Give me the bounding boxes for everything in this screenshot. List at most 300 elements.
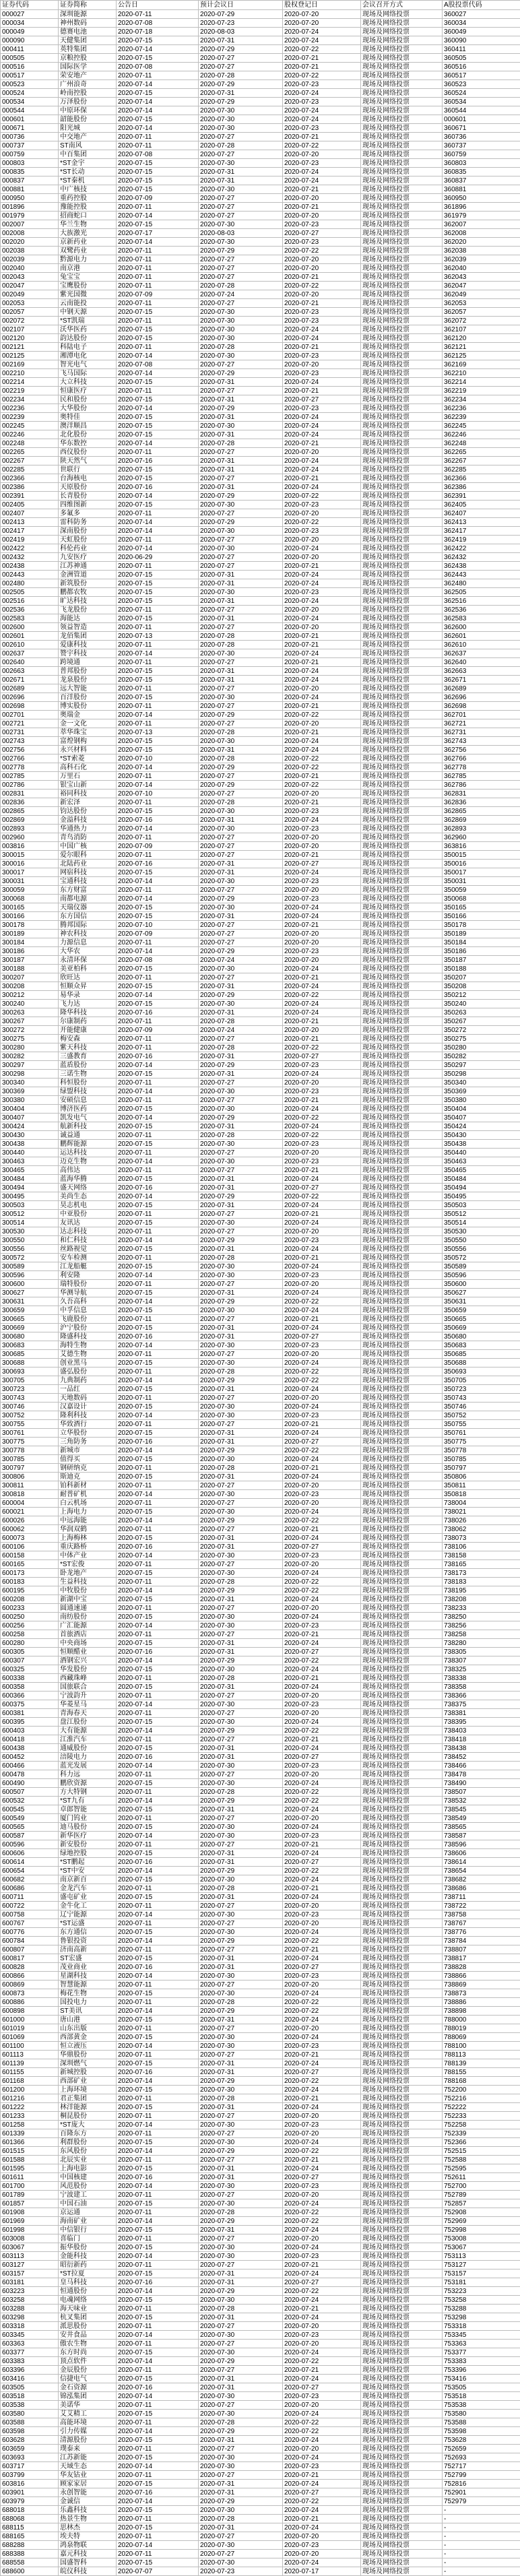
cell-expected-meeting-date: 2020-07-31 — [199, 1175, 283, 1184]
cell-meeting-method: 现场及网络投票 — [361, 1394, 443, 1403]
table-row — [1, 2567, 520, 2576]
cell-expected-meeting-date: 2020-07-27 — [199, 2322, 283, 2331]
cell-a-share-vote-code: 360534 — [443, 98, 520, 106]
cell-expected-meeting-date: 2020-07-28 — [199, 1017, 283, 1026]
table-row — [1, 544, 520, 553]
cell-security-name: 蓝盾股份 — [59, 1061, 117, 1070]
cell-record-date: 2020-07-20 — [283, 1481, 361, 1490]
cell-security-name: 中钢天源 — [59, 308, 117, 317]
table-row — [1, 1586, 520, 1595]
cell-meeting-method: 现场及网络投票 — [361, 2366, 443, 2375]
cell-security-name: 北辰实业 — [59, 2156, 117, 2164]
cell-announcement-date: 2020-07-11 — [117, 1560, 199, 1569]
cell-meeting-method: 现场及网络投票 — [361, 1727, 443, 1735]
cell-security-code: 601113 — [1, 2051, 59, 2059]
cell-security-code: 300669 — [1, 1324, 59, 1332]
cell-a-share-vote-code: 753598 — [443, 2427, 520, 2436]
cell-security-name: 九典制药 — [59, 1376, 117, 1385]
cell-security-name: 热景生物 — [59, 2515, 117, 2523]
cell-announcement-date: 2020-07-08 — [117, 63, 199, 71]
cell-expected-meeting-date: 2020-07-30 — [199, 334, 283, 343]
cell-security-code: 002053 — [1, 299, 59, 308]
cell-record-date: 2020-07-21 — [283, 658, 361, 667]
cell-a-share-vote-code: 350589 — [443, 1262, 520, 1271]
cell-a-share-vote-code: 350688 — [443, 1359, 520, 1367]
table-row — [1, 1937, 520, 1945]
cell-announcement-date: 2020-07-11 — [117, 1481, 199, 1490]
cell-security-code: 688558 — [1, 2558, 59, 2567]
cell-expected-meeting-date: 2020-07-29 — [199, 1446, 283, 1455]
cell-a-share-vote-code: 361979 — [443, 212, 520, 220]
cell-security-code: 300743 — [1, 1394, 59, 1403]
cell-security-code: 002214 — [1, 378, 59, 387]
cell-security-code: 603396 — [1, 2366, 59, 2375]
cell-meeting-method: 现场及网络投票 — [361, 2077, 443, 2086]
cell-announcement-date: 2020-07-15 — [117, 1324, 199, 1332]
cell-announcement-date: 2020-07-11 — [117, 1902, 199, 1910]
table-row — [1, 1008, 520, 1017]
table-row — [1, 588, 520, 597]
cell-a-share-vote-code: 000601 — [443, 115, 520, 124]
cell-meeting-method: 现场及网络投票 — [361, 2243, 443, 2252]
cell-meeting-method: 现场及网络投票 — [361, 1744, 443, 1753]
table-row — [1, 492, 520, 501]
cell-security-code: 603416 — [1, 2375, 59, 2383]
cell-meeting-method: 现场及网络投票 — [361, 360, 443, 369]
cell-announcement-date: 2020-07-15 — [117, 1779, 199, 1788]
cell-expected-meeting-date: 2020-07-27 — [199, 2550, 283, 2558]
cell-announcement-date: 2020-07-11 — [117, 658, 199, 667]
cell-security-code: 300755 — [1, 1420, 59, 1429]
cell-meeting-method: 现场及网络投票 — [361, 1648, 443, 1656]
cell-record-date: 2020-07-20 — [283, 1149, 361, 1157]
cell-security-code: 002516 — [1, 597, 59, 606]
cell-meeting-method: 现场及网络投票 — [361, 1998, 443, 2007]
cell-announcement-date: 2020-07-14 — [117, 711, 199, 719]
cell-security-code: 002480 — [1, 579, 59, 588]
cell-security-name: 江淮汽车 — [59, 1735, 117, 1744]
cell-security-name: 立华股份 — [59, 1429, 117, 1438]
cell-a-share-vote-code: 350438 — [443, 1140, 520, 1149]
cell-announcement-date: 2020-07-11 — [117, 1096, 199, 1105]
cell-security-code: 600565 — [1, 1823, 59, 1832]
cell-a-share-vote-code: 362610 — [443, 641, 520, 649]
cell-announcement-date: 2020-07-14 — [117, 1621, 199, 1630]
cell-security-code: 300407 — [1, 1114, 59, 1122]
cell-announcement-date: 2020-07-14 — [117, 1236, 199, 1245]
cell-a-share-vote-code: 360759 — [443, 150, 520, 159]
table-row — [1, 115, 520, 124]
cell-meeting-method: 现场及网络投票 — [361, 2488, 443, 2497]
cell-a-share-vote-code: 362407 — [443, 509, 520, 518]
cell-expected-meeting-date: 2020-07-27 — [199, 1902, 283, 1910]
cell-record-date: 2020-07-20 — [283, 2550, 361, 2558]
cell-a-share-vote-code: 738807 — [443, 1945, 520, 1954]
cell-security-code: 002865 — [1, 807, 59, 816]
cell-announcement-date: 2020-07-11 — [117, 1770, 199, 1779]
cell-security-name: 科陆电子 — [59, 343, 117, 352]
cell-meeting-method: 现场及网络投票 — [361, 842, 443, 851]
cell-security-name: 华兰生物 — [59, 220, 117, 229]
cell-record-date: 2020-07-23 — [283, 98, 361, 106]
table-row — [1, 2392, 520, 2401]
cell-expected-meeting-date: 2020-07-29 — [199, 80, 283, 89]
cell-announcement-date: 2020-07-15 — [117, 334, 199, 343]
cell-meeting-method: 现场及网络投票 — [361, 1000, 443, 1008]
cell-meeting-method: 现场及网络投票 — [361, 2515, 443, 2523]
cell-security-code: 002366 — [1, 474, 59, 483]
cell-meeting-method: 现场及网络投票 — [361, 1166, 443, 1175]
cell-a-share-vote-code: 350297 — [443, 1061, 520, 1070]
cell-a-share-vote-code: 753258 — [443, 2296, 520, 2305]
cell-security-code: 600325 — [1, 1665, 59, 1674]
cell-record-date: 2020-07-22 — [283, 1376, 361, 1385]
cell-security-code: 002285 — [1, 465, 59, 474]
cell-announcement-date: 2020-07-14 — [117, 1297, 199, 1306]
cell-security-name: 中百集团 — [59, 150, 117, 159]
table-row — [1, 2366, 520, 2375]
cell-a-share-vote-code: 350404 — [443, 1105, 520, 1114]
cell-expected-meeting-date: 2020-07-31 — [199, 176, 283, 185]
cell-announcement-date: 2020-07-14 — [117, 1192, 199, 1201]
table-row — [1, 10, 520, 19]
cell-meeting-method: 现场及网络投票 — [361, 597, 443, 606]
cell-a-share-vote-code: 753067 — [443, 2243, 520, 2252]
cell-security-code: 603901 — [1, 2488, 59, 2497]
cell-expected-meeting-date: 2020-07-31 — [199, 1184, 283, 1192]
cell-expected-meeting-date: 2020-07-31 — [199, 2059, 283, 2068]
cell-announcement-date: 2020-07-11 — [117, 772, 199, 781]
cell-security-code: 300693 — [1, 1367, 59, 1376]
table-row — [1, 1140, 520, 1149]
cell-record-date: 2020-07-21 — [283, 2366, 361, 2375]
cell-a-share-vote-code: 753345 — [443, 2331, 520, 2340]
cell-expected-meeting-date: 2020-07-30 — [199, 588, 283, 597]
cell-security-name: 东方国信 — [59, 912, 117, 921]
cell-expected-meeting-date: 2020-07-30 — [199, 159, 283, 168]
cell-expected-meeting-date: 2020-07-29 — [199, 1061, 283, 1070]
table-row — [1, 1473, 520, 1481]
cell-a-share-vote-code: 362785 — [443, 772, 520, 781]
table-row — [1, 1849, 520, 1858]
cell-announcement-date: 2020-06-29 — [117, 553, 199, 562]
cell-expected-meeting-date: 2020-07-31 — [199, 465, 283, 474]
table-row — [1, 1446, 520, 1455]
cell-record-date: 2020-07-20 — [283, 1902, 361, 1910]
table-row — [1, 1595, 520, 1604]
cell-announcement-date: 2020-07-15 — [117, 2348, 199, 2357]
cell-security-code: 603345 — [1, 2331, 59, 2340]
cell-security-name: 唐山港 — [59, 2016, 117, 2024]
cell-security-name: 天域生态 — [59, 2462, 117, 2471]
cell-meeting-method: 现场及网络投票 — [361, 982, 443, 991]
cell-security-code: 002869 — [1, 816, 59, 825]
cell-record-date: 2020-07-21 — [283, 798, 361, 807]
cell-meeting-method: 现场及网络投票 — [361, 1910, 443, 1919]
cell-record-date: 2020-07-24 — [283, 1639, 361, 1648]
cell-security-code: 300785 — [1, 1455, 59, 1464]
header-meeting-method: 会议召开方式 — [361, 1, 443, 10]
cell-security-code: 600711 — [1, 1893, 59, 1902]
cell-record-date: 2020-07-24 — [283, 1875, 361, 1884]
table-row — [1, 2199, 520, 2208]
cell-a-share-vote-code: 362766 — [443, 754, 520, 763]
cell-announcement-date: 2020-07-11 — [117, 1604, 199, 1613]
table-row — [1, 2103, 520, 2112]
cell-a-share-vote-code: 362246 — [443, 430, 520, 439]
cell-security-name: 富煌钢构 — [59, 737, 117, 746]
cell-expected-meeting-date: 2020-07-31 — [199, 1753, 283, 1762]
cell-security-code: 300484 — [1, 1175, 59, 1184]
cell-record-date: 2020-07-22 — [283, 754, 361, 763]
cell-record-date: 2020-07-20 — [283, 290, 361, 299]
cell-security-name: 诚益通 — [59, 1131, 117, 1140]
cell-record-date: 2020-07-20 — [283, 842, 361, 851]
cell-security-code: 603223 — [1, 2287, 59, 2296]
cell-a-share-vote-code: 362663 — [443, 667, 520, 676]
cell-security-name: ST宏盛 — [59, 1954, 117, 1963]
cell-announcement-date: 2020-07-11 — [117, 536, 199, 544]
cell-record-date: 2020-07-21 — [283, 728, 361, 737]
cell-announcement-date: 2020-07-15 — [117, 54, 199, 63]
cell-a-share-vote-code: 362432 — [443, 553, 520, 562]
cell-security-name: 新湖中宝 — [59, 1595, 117, 1604]
table-row — [1, 641, 520, 649]
cell-meeting-method: 现场及网络投票 — [361, 1788, 443, 1797]
cell-announcement-date: 2020-07-14 — [117, 825, 199, 833]
cell-expected-meeting-date: 2020-07-27 — [199, 1096, 283, 1105]
table-row — [1, 1525, 520, 1534]
cell-announcement-date: 2020-07-11 — [117, 1367, 199, 1376]
cell-meeting-method: 现场及网络投票 — [361, 2129, 443, 2138]
cell-security-name: 新华医疗 — [59, 1832, 117, 1840]
table-row — [1, 2217, 520, 2226]
cell-security-name: 深南股份 — [59, 527, 117, 536]
cell-record-date: 2020-07-24 — [283, 1823, 361, 1832]
cell-security-code: 002049 — [1, 290, 59, 299]
table-row — [1, 2471, 520, 2480]
cell-expected-meeting-date: 2020-07-30 — [199, 2252, 283, 2261]
cell-record-date: 2020-07-20 — [283, 1227, 361, 1236]
cell-expected-meeting-date: 2020-07-23 — [199, 19, 283, 28]
cell-expected-meeting-date: 2020-07-27 — [199, 921, 283, 930]
cell-expected-meeting-date: 2020-07-30 — [199, 2296, 283, 2305]
cell-a-share-vote-code: 360803 — [443, 159, 520, 168]
cell-security-name: 济南高新 — [59, 1945, 117, 1954]
cell-a-share-vote-code: 360034 — [443, 19, 520, 28]
cell-security-code: 300778 — [1, 1446, 59, 1455]
table-row — [1, 702, 520, 711]
cell-a-share-vote-code: 350755 — [443, 1420, 520, 1429]
table-row — [1, 1998, 520, 2007]
cell-record-date: 2020-07-20 — [283, 1394, 361, 1403]
table-row — [1, 19, 520, 28]
cell-record-date: 2020-07-22 — [283, 45, 361, 54]
cell-security-name: 大华股份 — [59, 404, 117, 413]
cell-expected-meeting-date: 2020-07-31 — [199, 1954, 283, 1963]
cell-record-date: 2020-07-20 — [283, 2129, 361, 2138]
cell-meeting-method: 现场及网络投票 — [361, 474, 443, 483]
cell-expected-meeting-date: 2020-07-28 — [199, 1998, 283, 2007]
cell-a-share-vote-code: 788100 — [443, 2042, 520, 2051]
cell-security-code: 002610 — [1, 641, 59, 649]
cell-expected-meeting-date: 2020-07-31 — [199, 860, 283, 868]
cell-security-code: 002107 — [1, 325, 59, 334]
table-row — [1, 2129, 520, 2138]
cell-security-code: 600395 — [1, 1718, 59, 1727]
cell-meeting-method: 现场及网络投票 — [361, 2287, 443, 2296]
cell-announcement-date: 2020-07-14 — [117, 1972, 199, 1981]
cell-security-code: 601139 — [1, 2059, 59, 2068]
cell-expected-meeting-date: 2020-07-30 — [199, 1000, 283, 1008]
cell-security-code: 000835 — [1, 168, 59, 176]
table-row — [1, 1175, 520, 1184]
cell-announcement-date: 2020-07-11 — [117, 273, 199, 282]
cell-security-code: 603693 — [1, 2453, 59, 2462]
cell-a-share-vote-code: 738758 — [443, 1910, 520, 1919]
cell-meeting-method: 现场及网络投票 — [361, 2086, 443, 2094]
cell-record-date: 2020-07-21 — [283, 203, 361, 212]
table-row — [1, 684, 520, 693]
cell-security-code: 600686 — [1, 1884, 59, 1893]
cell-a-share-vote-code: 788113 — [443, 2051, 520, 2059]
cell-meeting-method: 现场及网络投票 — [361, 588, 443, 597]
cell-expected-meeting-date: 2020-07-31 — [199, 2436, 283, 2445]
cell-security-code: 603318 — [1, 2322, 59, 2331]
cell-record-date: 2020-07-23 — [283, 1490, 361, 1499]
header-record-date: 股权登记日 — [283, 1, 361, 10]
cell-announcement-date: 2020-07-08 — [117, 360, 199, 369]
cell-expected-meeting-date: 2020-07-29 — [199, 1937, 283, 1945]
table-row — [1, 133, 520, 141]
table-row — [1, 1604, 520, 1613]
table-row — [1, 1639, 520, 1648]
header-security-code: 证券代码 — [1, 1, 59, 10]
cell-security-code: 600165 — [1, 1560, 59, 1569]
cell-security-name: 思林杰 — [59, 2523, 117, 2532]
cell-a-share-vote-code: 738722 — [443, 1902, 520, 1910]
table-row — [1, 2042, 520, 2051]
cell-announcement-date: 2020-07-15 — [117, 746, 199, 754]
cell-a-share-vote-code: 350282 — [443, 1052, 520, 1061]
cell-security-code: 300550 — [1, 1236, 59, 1245]
cell-expected-meeting-date: 2020-07-27 — [199, 658, 283, 667]
cell-expected-meeting-date: 2020-07-30 — [199, 2453, 283, 2462]
cell-security-code: 002386 — [1, 483, 59, 492]
cell-expected-meeting-date: 2020-07-31 — [199, 1052, 283, 1061]
cell-announcement-date: 2020-07-15 — [117, 465, 199, 474]
cell-meeting-method: 现场及网络投票 — [361, 2147, 443, 2156]
cell-expected-meeting-date: 2020-07-30 — [199, 649, 283, 658]
cell-meeting-method: 现场及网络投票 — [361, 1718, 443, 1727]
cell-expected-meeting-date: 2020-07-29 — [199, 404, 283, 413]
cell-record-date: 2020-07-20 — [283, 19, 361, 28]
cell-meeting-method: 现场及网络投票 — [361, 194, 443, 203]
cell-security-code: 300514 — [1, 1219, 59, 1227]
cell-expected-meeting-date: 2020-08-03 — [199, 28, 283, 36]
cell-security-code: 600545 — [1, 1805, 59, 1814]
cell-meeting-method: 现场及网络投票 — [361, 518, 443, 527]
cell-expected-meeting-date: 2020-07-27 — [199, 1227, 283, 1236]
cell-record-date: 2020-07-24 — [283, 168, 361, 176]
cell-record-date: 2020-07-20 — [283, 1981, 361, 1989]
cell-a-share-vote-code: 738258 — [443, 1630, 520, 1639]
cell-security-code: 601100 — [1, 2042, 59, 2051]
cell-security-name: 华通热力 — [59, 825, 117, 833]
cell-expected-meeting-date: 2020-07-31 — [199, 912, 283, 921]
cell-security-name: 飞龙股份 — [59, 606, 117, 614]
cell-security-code: 688288 — [1, 2541, 59, 2550]
cell-security-name: 裕同科技 — [59, 790, 117, 798]
cell-meeting-method: 现场及网络投票 — [361, 1937, 443, 1945]
table-row — [1, 1805, 520, 1814]
cell-meeting-method: 现场及网络投票 — [361, 2436, 443, 2445]
cell-record-date: 2020-07-20 — [283, 1026, 361, 1035]
cell-meeting-method: 现场及网络投票 — [361, 422, 443, 430]
cell-expected-meeting-date: 2020-07-27 — [199, 1394, 283, 1403]
cell-security-code: 601366 — [1, 2138, 59, 2147]
cell-expected-meeting-date: 2020-07-30 — [199, 2410, 283, 2418]
cell-a-share-vote-code: 350797 — [443, 1464, 520, 1473]
cell-security-name: 天健集团 — [59, 36, 117, 45]
cell-meeting-method: 现场及网络投票 — [361, 1586, 443, 1595]
cell-security-name: 西部黄金 — [59, 2033, 117, 2042]
cell-security-name: 恒顺醋业 — [59, 1648, 117, 1656]
cell-record-date: 2020-07-24 — [283, 1744, 361, 1753]
cell-record-date: 2020-07-22 — [283, 518, 361, 527]
cell-meeting-method: 现场及网络投票 — [361, 2059, 443, 2068]
cell-meeting-method: 现场及网络投票 — [361, 1227, 443, 1236]
cell-announcement-date: 2020-07-11 — [117, 1131, 199, 1140]
cell-security-name: 新筑股份 — [59, 579, 117, 588]
cell-a-share-vote-code: 350186 — [443, 947, 520, 956]
cell-announcement-date: 2020-07-14 — [117, 947, 199, 956]
cell-expected-meeting-date: 2020-07-30 — [199, 1910, 283, 1919]
cell-security-code: 600250 — [1, 1613, 59, 1621]
cell-security-name: *ST长动 — [59, 168, 117, 176]
cell-security-code: 300752 — [1, 1411, 59, 1420]
cell-meeting-method: 现场及网络投票 — [361, 255, 443, 264]
cell-expected-meeting-date: 2020-07-30 — [199, 2541, 283, 2550]
cell-expected-meeting-date: 2020-07-29 — [199, 518, 283, 527]
table-row — [1, 290, 520, 299]
table-row — [1, 2427, 520, 2436]
cell-expected-meeting-date: 2020-07-27 — [199, 1604, 283, 1613]
cell-record-date: 2020-07-20 — [283, 1770, 361, 1779]
table-row — [1, 1963, 520, 1972]
cell-security-name: 梅花生物 — [59, 1989, 117, 1998]
cell-announcement-date: 2020-07-11 — [117, 1630, 199, 1639]
cell-expected-meeting-date: 2020-07-30 — [199, 903, 283, 912]
cell-meeting-method: 现场及网络投票 — [361, 1945, 443, 1954]
cell-expected-meeting-date: 2020-07-30 — [199, 308, 283, 317]
cell-security-code: 600173 — [1, 1569, 59, 1578]
cell-expected-meeting-date: 2020-07-30 — [199, 807, 283, 816]
table-row — [1, 2007, 520, 2016]
cell-security-code: 002236 — [1, 404, 59, 413]
cell-a-share-vote-code: 360517 — [443, 71, 520, 80]
cell-security-name: 皖仪科技 — [59, 2567, 117, 2576]
cell-security-name: 鸿泉物联 — [59, 2541, 117, 2550]
cell-record-date: 2020-07-24 — [283, 2453, 361, 2462]
cell-meeting-method: 现场及网络投票 — [361, 1131, 443, 1140]
cell-a-share-vote-code: 738452 — [443, 1753, 520, 1762]
cell-record-date: 2020-07-20 — [283, 264, 361, 273]
cell-meeting-method: 现场及网络投票 — [361, 176, 443, 185]
cell-a-share-vote-code: 753396 — [443, 2366, 520, 2375]
cell-security-name: *ST索菱 — [59, 754, 117, 763]
cell-security-code: 002038 — [1, 247, 59, 255]
